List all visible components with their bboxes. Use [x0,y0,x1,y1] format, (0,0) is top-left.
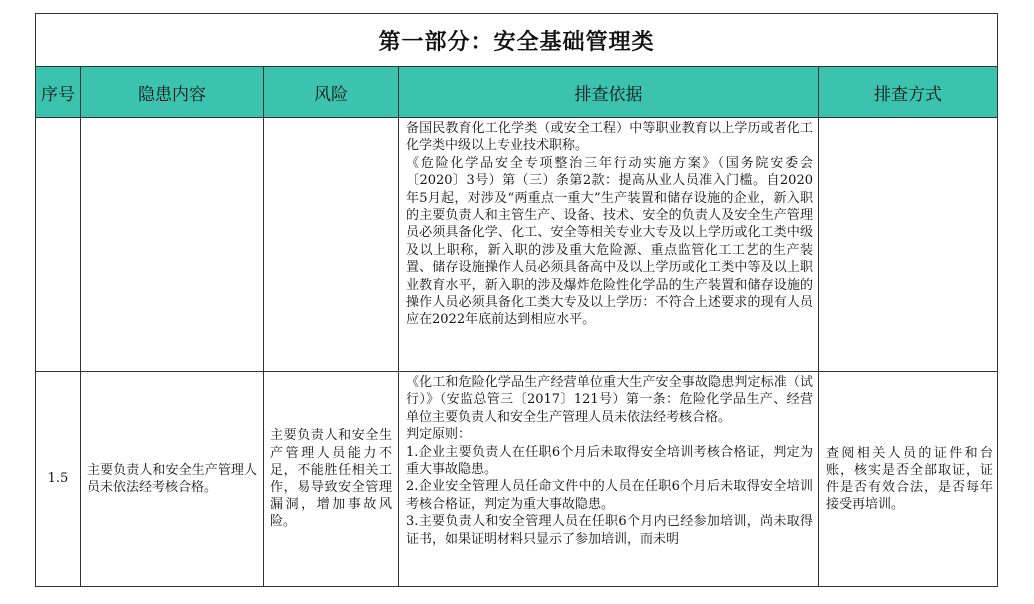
basis-paragraph: 1.企业主要负责人在任职6个月后未取得安全培训考核合格证，判定为重大事故隐患。 [406,444,813,478]
row-content: 主要负责人和安全生产管理人员未依法经考核合格。 [81,372,264,587]
basis-paragraph: 3.主要负责人和安全管理人员在任职6个月内已经参加培训，尚未取得证书，如果证明材料只显示了参加培训，而未明 [406,514,813,547]
basis-paragraph: 2.企业安全管理人员任命文件中的人员在任职6个月后未取得安全培训考核合格证，判定为重大事故隐患。 [406,479,813,512]
row-basis [399,372,819,587]
row-method: 查阅相关人员的证件和台账，核实是否全部取证，证件是否有效合法，是否每年接受再培训。 [819,372,998,587]
table-row [36,372,998,587]
row-basis [399,118,819,372]
basis-paragraph: 备国民教育化工化学类（或安全工程）中等职业教育以上学历或者化工化学类中级以上专业技术职称。 [406,121,813,154]
section-title: 第一部分：安全基础管理类 [36,14,998,67]
row-seq [36,118,81,372]
table-row [36,118,998,372]
row-risk: 主要负责人和安全生产管理人员能力不足，不能胜任相关工作，易导致安全管理漏洞，增加事故风险。 [264,372,399,587]
header-method: 排查方式 [819,67,998,118]
header-seq: 序号 [36,67,81,118]
row-seq: 1.5 [36,372,81,587]
row-method [819,118,998,372]
row-content [81,118,264,372]
inspection-sheet [35,13,997,587]
header-risk: 风险 [264,67,399,118]
row-risk [264,118,399,372]
basis-paragraph: 判定原则： [406,427,472,443]
header-basis: 排查依据 [399,67,819,118]
hazard-table [35,13,998,587]
header-content: 隐患内容 [81,67,264,118]
basis-paragraph: 《危险化学品安全专项整治三年行动实施方案》（国务院安委会〔2020〕3号）第（三）条第2款：提高从业人员准入门槛。自2020年5月起，对涉及“两重点一重大”生产装置和储存设施的企业，新入职的主要负责人和主管生产、设备、技术、安全的负责人及安全生产管理员必须具备化学、化工、安全等相关专业大专及以上学历或化工类中级及以上职称，新入职的涉及重大危险源、重点监管化工工艺的生产装置、储存设施操作人员必须具备高中及以上学历或化工类中等及以上职业教育水平，新入职的涉及爆炸危险性化学品的生产装置和储存设施的操作人员必须具备化工类大专及以上学历：不符合上述要求的现有人员应在2022年底前达到相应水平。 [406,155,813,328]
basis-paragraph: 《化工和危险化学品生产经营单位重大生产安全事故隐患判定标准（试行）》（安监总管三〔2017〕121号）第一条：危险化学品生产、经营单位主要负责人和安全生产管理人员未依法经考核合格。 [406,375,813,425]
